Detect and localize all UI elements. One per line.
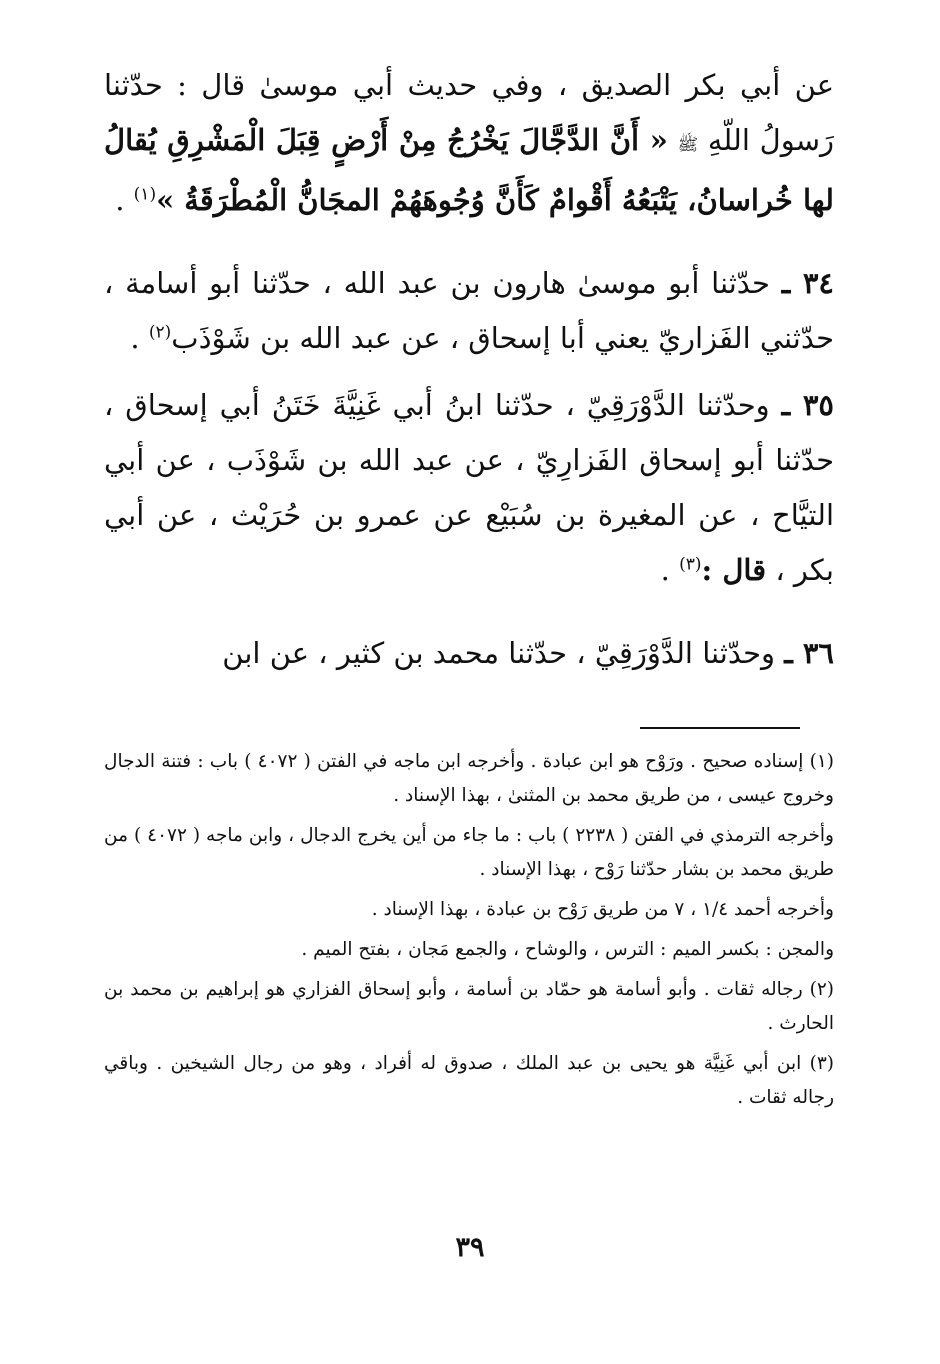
paragraph-text: حدّثنا أبو موسىٰ هارون بن عبد الله ، حدّثنا أبو أسامة ، حدّثني الفَزاريّ يعني أبا إسحاق ، عن عبد الله بن شَوْذَب bbox=[104, 266, 834, 355]
footnote-ref-2: (٢) bbox=[148, 322, 172, 343]
paragraph-hadith-intro bbox=[104, 58, 834, 228]
footnote-ref-3: (٣) bbox=[679, 554, 702, 575]
paragraph-35 bbox=[104, 378, 834, 598]
hadith-number-36: ٣٦ ـ bbox=[784, 636, 834, 670]
footnote-1: (١) إسناده صحيح . ورَوْح هو ابن عبادة . وأخرجه ابن ماجه في الفتن ( ٤٠٧٢ ) باب : فتنة الدجال وخروج عيسى ، من طريق محمد بن المثنىٰ ، بهذا الإسناد . bbox=[104, 751, 835, 806]
footnote-ref-1: (١) bbox=[133, 184, 157, 205]
paragraph-end: . bbox=[130, 321, 149, 355]
main-text bbox=[104, 58, 834, 693]
footnote-3: (٣) ابن أبي غَنِيَّة هو يحيى بن عبد الملك ، صدوق له أفراد ، وهو من رجال الشيخين . وباقي رجاله ثقات . bbox=[104, 1053, 834, 1108]
hadith-quote: « أَنَّ الدَّجَّالَ يَخْرُجُ مِنْ أَرْضٍ قِبَلَ الْمَشْرِقِ يُقالُ لها خُراسانُ، يَتْبَعُهُ أَقْوامٌ كَأَنَّ وُجُوهَهُمْ المجَانُّ الْمُطْرَقَةُ » bbox=[104, 123, 834, 217]
footnotes bbox=[104, 745, 834, 1121]
qal-label: قال : bbox=[701, 553, 767, 587]
footnote-1-continued: والمجن : بكسر الميم : الترس ، والوشاح ، والجمع مَجان ، بفتح الميم . bbox=[301, 939, 834, 960]
footnote-1-continued: وأخرجه الترمذي في الفتن ( ٢٢٣٨ ) باب : ما جاء من أين يخرج الدجال ، وابن ماجه ( ٤٠٧٢ ) من طريق محمد بن بشار حدّثنا رَوْح ، بهذا الإسناد . bbox=[104, 825, 834, 880]
footnote-separator bbox=[640, 727, 800, 729]
page-number: ٣٩ bbox=[455, 1232, 485, 1263]
paragraph-36 bbox=[104, 626, 834, 681]
hadith-number-34: ٣٤ ـ bbox=[781, 266, 834, 300]
paragraph-34 bbox=[104, 256, 834, 366]
paragraph-end: . bbox=[660, 553, 680, 587]
paragraph-text: عن أبي بكر الصديق ، وفي حديث أبي موسىٰ قال : حدّثنا رَسولُ اللّهِ bbox=[104, 68, 835, 157]
hadith-number-35: ٣٥ ـ bbox=[781, 388, 834, 422]
footnote-2: (٢) رجاله ثقات . وأبو أسامة هو حمّاد بن أسامة ، وأبو إسحاق الفزاري هو إبراهيم بن محمد بن الحارث . bbox=[104, 979, 834, 1034]
salla-symbol: ﷺ bbox=[677, 135, 699, 155]
paragraph-text: وحدّثنا الدَّوْرَقِيّ ، حدّثنا محمد بن كثير ، عن ابن bbox=[222, 636, 785, 670]
footnote-1-continued: وأخرجه أحمد ١/٤ ، ٧ من طريق رَوْح بن عبادة ، بهذا الإسناد . bbox=[371, 899, 834, 920]
paragraph-text: وحدّثنا الدَّوْرَقِيّ ، حدّثنا ابنُ أبي غَنِيَّةَ خَتَنُ أبي إسحاق ، حدّثنا أبو إسحاق الفَزارِيّ ، عن عبد الله بن شَوْذَب ، عن أبي التيَّاح ، عن المغيرة بن سُبَيْع عن عمرو بن حُرَيْث ، عن أبي بكر ، bbox=[104, 388, 834, 587]
paragraph-end: . bbox=[115, 183, 134, 217]
